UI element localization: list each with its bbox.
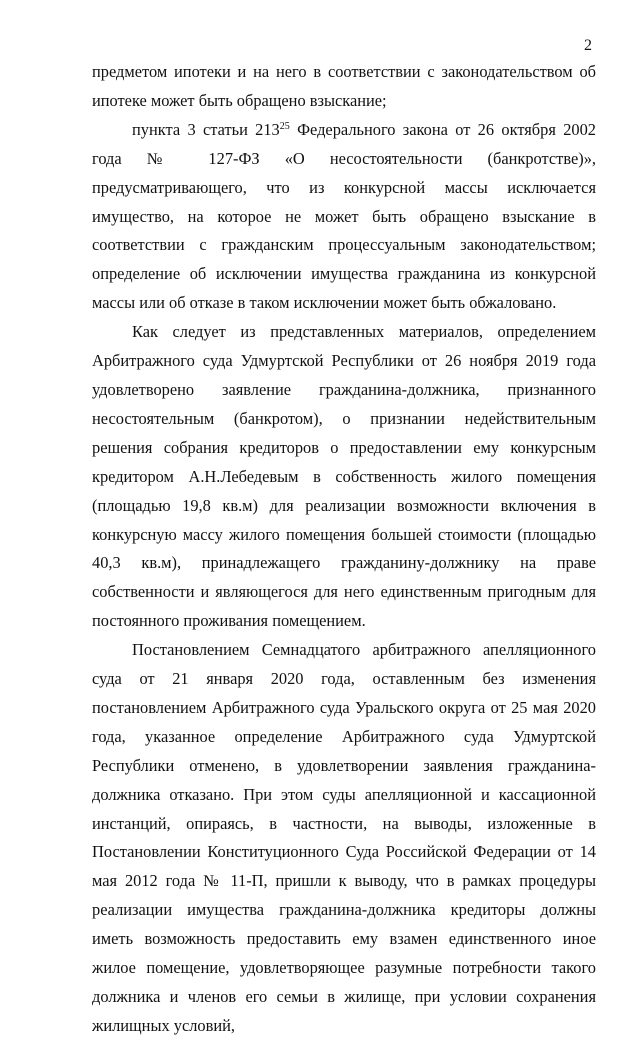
footnote-reference: 25 xyxy=(279,120,290,132)
paragraph-2 xyxy=(92,116,596,318)
paragraph-2-rest: Федерального закона от 26 октября 2002 года № 127-ФЗ «О несостоятельности (банкротстве)», предусматривающего, что из конкурсной массы исключается имущество, на которое не может быть обращено взыскание в соответствии с гражданским процессуальным законодательством; определение об исключении имущества гражданина из конкурсной массы или об отказе в таком исключении может быть обжаловано. xyxy=(92,119,596,313)
page-number: 2 xyxy=(584,37,592,54)
paragraph-2-start: пункта 3 статьи 213 xyxy=(132,119,280,139)
paragraph-3: Как следует из представленных материалов, определением Арбитражного суда Удмуртской Республики от 26 ноября 2019 года удовлетворено заявление гражданина-должника, признанного несостоятельным (банкротом), о признании недействительным решения собрания кредиторов о предоставлении ему конкурсным кредитором А.Н.Лебедевым в собственность жилого помещения (площадью 19,8 кв.м) для реализации возможности включения в конкурсную массу жилого помещения большей стоимости (площадью 40,3 кв.м), принадлежащего гражданину-должнику на праве собственности и являющегося для него единственным пригодным для постоянного проживания помещением. xyxy=(92,322,596,631)
paragraph-4: Постановлением Семнадцатого арбитражного апелляционного суда от 21 января 2020 года, оставленным без изменения постановлением Арбитражного суда Уральского округа от 25 мая 2020 года, указанное определение Арбитражного суда Удмуртской Республики отменено, в удовлетворении заявления гражданина-должника отказано. При этом суды апелляционной и кассационной инстанций, опираясь, в частности, на выводы, изложенные в Постановлении Конституционного Суда Российской Федерации от 14 мая 2012 года № 11-П, пришли к выводу, что в рамках процедуры реализации имущества гражданина-должника кредиторы должны иметь возможность предоставить ему взамен единственного иное жилое помещение, удовлетворяющее разумные потребности такого должника и членов его семьи в жилище, при условии сохранения жилищных условий, xyxy=(92,640,596,1035)
paragraph-1: предметом ипотеки и на него в соответствии с законодательством об ипотеке может быть обращено взыскание; xyxy=(92,62,596,110)
document-body xyxy=(92,58,596,1041)
